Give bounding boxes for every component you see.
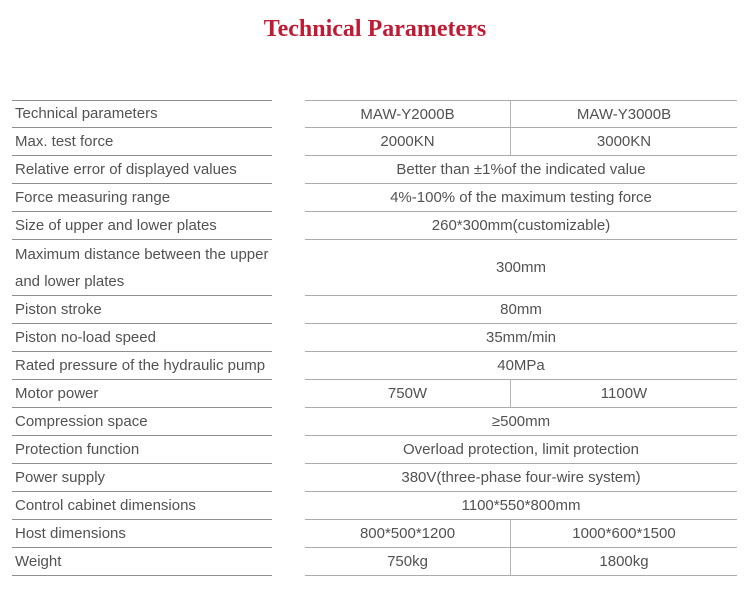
model-a-value: 750kg xyxy=(387,553,428,570)
param-label: Maximum distance between the upper and lower plates xyxy=(12,240,272,296)
column-gap xyxy=(272,352,305,380)
param-value: 1100*550*800mm xyxy=(305,492,737,520)
param-label: Motor power xyxy=(12,380,272,408)
column-gap xyxy=(272,408,305,436)
column-gap xyxy=(272,212,305,240)
model-b-value: 3000KN xyxy=(510,128,737,155)
column-gap xyxy=(272,492,305,520)
column-gap xyxy=(272,324,305,352)
param-value: 35mm/min xyxy=(305,324,737,352)
column-gap xyxy=(272,380,305,408)
table-row xyxy=(12,156,737,184)
param-label: Power supply xyxy=(12,464,272,492)
table-row xyxy=(12,408,737,436)
table-row xyxy=(12,296,737,324)
param-value: 300mm xyxy=(305,240,737,296)
column-gap xyxy=(272,156,305,184)
param-value: ≥500mm xyxy=(305,408,737,436)
column-gap xyxy=(272,436,305,464)
model-b-value: 1800kg xyxy=(510,548,737,575)
column-gap xyxy=(272,184,305,212)
param-values xyxy=(305,128,737,156)
param-values xyxy=(305,380,737,408)
param-column-header: Technical parameters xyxy=(12,100,272,128)
table-row xyxy=(12,128,737,156)
column-gap xyxy=(272,548,305,576)
table-row xyxy=(12,212,737,240)
table-row xyxy=(12,464,737,492)
model-a-value: 800*500*1200 xyxy=(359,525,456,542)
param-value: 260*300mm(customizable) xyxy=(305,212,737,240)
table-row xyxy=(12,380,737,408)
param-value: Better than ±1%of the indicated value xyxy=(305,156,737,184)
param-label: Piston stroke xyxy=(12,296,272,324)
param-label: Max. test force xyxy=(12,128,272,156)
param-value: 4%-100% of the maximum testing force xyxy=(305,184,737,212)
param-value: Overload protection, limit protection xyxy=(305,436,737,464)
table-row xyxy=(12,492,737,520)
param-label: Control cabinet dimensions xyxy=(12,492,272,520)
model-headers xyxy=(305,100,737,128)
column-gap xyxy=(272,240,305,296)
param-label: Protection function xyxy=(12,436,272,464)
model-a-header: MAW-Y2000B xyxy=(360,105,455,123)
table-header-row xyxy=(12,100,737,128)
param-label: Compression space xyxy=(12,408,272,436)
table-row xyxy=(12,436,737,464)
technical-parameters-page xyxy=(0,14,750,576)
param-label: Piston no-load speed xyxy=(12,324,272,352)
table-row xyxy=(12,548,737,576)
table-row xyxy=(12,520,737,548)
table-row xyxy=(12,184,737,212)
param-label: Relative error of displayed values xyxy=(12,156,272,184)
param-label: Size of upper and lower plates xyxy=(12,212,272,240)
page-title: Technical Parameters xyxy=(263,16,487,42)
model-b-header: MAW-Y3000B xyxy=(510,101,737,127)
column-gap xyxy=(272,100,305,128)
param-value: 380V(three-phase four-wire system) xyxy=(305,464,737,492)
table-row xyxy=(12,352,737,380)
param-label: Force measuring range xyxy=(12,184,272,212)
table-row xyxy=(12,324,737,352)
column-gap xyxy=(272,296,305,324)
column-gap xyxy=(272,520,305,548)
param-value: 80mm xyxy=(305,296,737,324)
param-value: 40MPa xyxy=(305,352,737,380)
param-label: Rated pressure of the hydraulic pump xyxy=(12,352,272,380)
spec-table xyxy=(12,100,737,576)
column-gap xyxy=(272,128,305,156)
model-a-value: 750W xyxy=(387,385,428,402)
model-a-value: 2000KN xyxy=(380,133,435,150)
model-b-value: 1100W xyxy=(510,380,737,407)
param-values xyxy=(305,548,737,576)
column-gap xyxy=(272,464,305,492)
param-values xyxy=(305,520,737,548)
param-label: Host dimensions xyxy=(12,520,272,548)
param-label: Weight xyxy=(12,548,272,576)
model-b-value: 1000*600*1500 xyxy=(510,520,737,547)
table-row xyxy=(12,240,737,296)
